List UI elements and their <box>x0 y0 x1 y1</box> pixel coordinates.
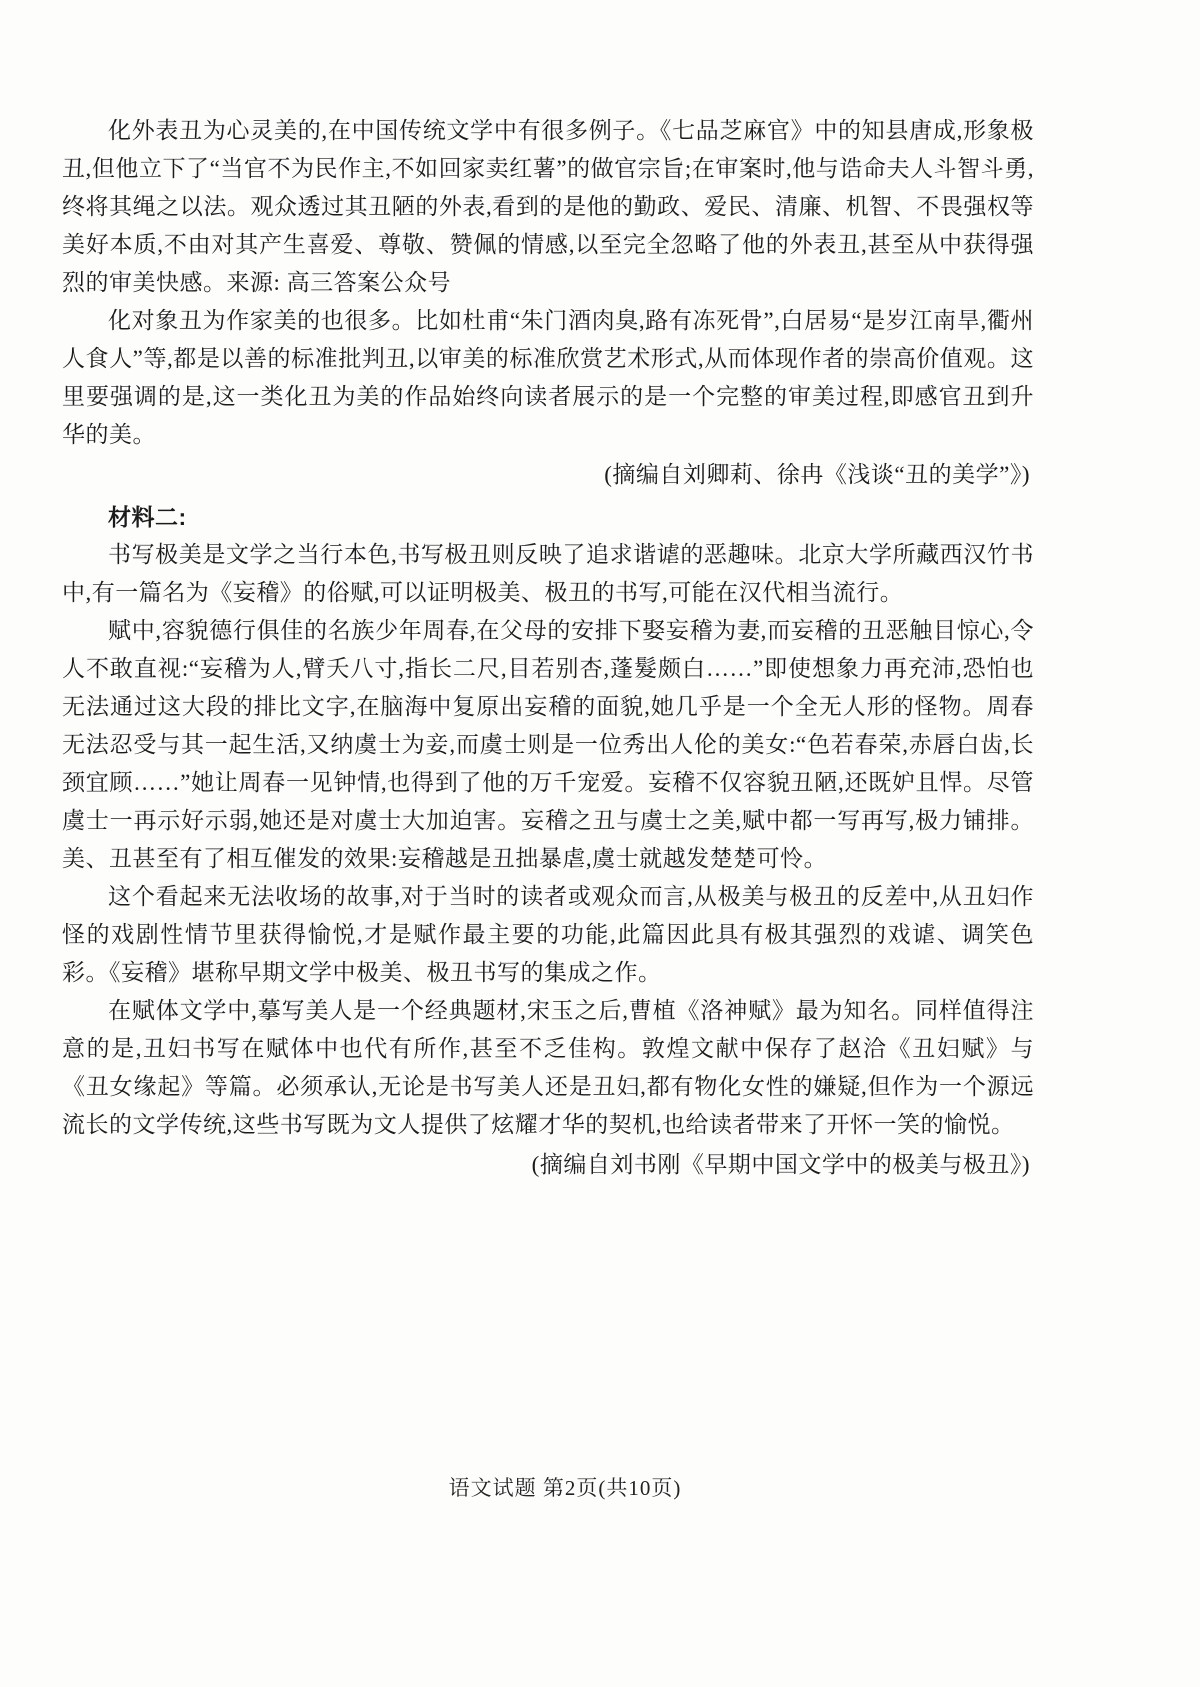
document-body <box>62 112 1034 1188</box>
paragraph-material2-tradition: 在赋体文学中,摹写美人是一个经典题材,宋玉之后,曹植《洛神赋》最为知名。同样值得注意的是,丑妇书写在赋体中也代有所作,甚至不乏佳构。敦煌文献中保存了赵洽《丑妇赋》与《丑女缘起》等篇。必须承认,无论是书写美人还是丑妇,都有物化女性的嫌疑,但作为一个源远流长的文学传统,这些书写既为文人提供了炫耀才华的契机,也给读者带来了开怀一笑的愉悦。 <box>62 998 1034 1137</box>
page-footer: 语文试题 第2页(共10页) <box>448 1476 682 1500</box>
attribution-material1: (摘编自刘卿莉、徐冉《浅谈“丑的美学”》) <box>604 462 1030 487</box>
paragraph-material1-example: 化外表丑为心灵美的,在中国传统文学中有很多例子。《七品芝麻官》中的知县唐成,形象极丑,但他立下了“当官不为民作主,不如回家卖红薯”的做官宗旨;在审案时,他与诰命夫人斗智斗勇,终将其绳之以法。观众透过其丑陋的外表,看到的是他的勤政、爱民、清廉、机智、不畏强权等美好本质,不由对其产生喜爱、尊敬、赞佩的情感,以至完全忽略了他的外表丑,甚至从中获得强烈的审美快感。来源: 高三答案公众号 <box>62 118 1034 295</box>
section-heading-material2: 材料二: <box>108 504 187 530</box>
paragraph-material1-conclusion: 化对象丑为作家美的也很多。比如杜甫“朱门酒肉臭,路有冻死骨”,白居易“是岁江南旱,衢州人食人”等,都是以善的标准批判丑,以审美的标准欣赏艺术形式,从而体现作者的崇高价值观。这里要强调的是,这一类化丑为美的作品始终向读者展示的是一个完整的审美过程,即感官丑到升华的美。 <box>62 308 1034 447</box>
paragraph-material2-intro: 书写极美是文学之当行本色,书写极丑则反映了追求谐谑的恶趣味。北京大学所藏西汉竹书中,有一篇名为《妄稽》的俗赋,可以证明极美、极丑的书写,可能在汉代相当流行。 <box>62 542 1034 605</box>
attribution-material2: (摘编自刘书刚《早期中国文学中的极美与极丑》) <box>531 1152 1030 1177</box>
paragraph-material2-function: 这个看起来无法收场的故事,对于当时的读者或观众而言,从极美与极丑的反差中,从丑妇作怪的戏剧性情节里获得愉悦,才是赋作最主要的功能,此篇因此具有极其强烈的戏谑、调笑色彩。《妄稽》堪称早期文学中极美、极丑书写的集成之作。 <box>62 884 1034 985</box>
paragraph-material2-story: 赋中,容貌德行俱佳的名族少年周春,在父母的安排下娶妄稽为妻,而妄稽的丑恶触目惊心,令人不敢直视:“妄稽为人,臂夭八寸,指长二尺,目若别杏,蓬髮颇白……”即使想象力再充沛,恐怕也无法通过这大段的排比文字,在脑海中复原出妄稽的面貌,她几乎是一个全无人形的怪物。周春无法忍受与其一起生活,又纳虞士为妾,而虞士则是一位秀出人伦的美女:“色若春荣,赤唇白齿,长颈宜顾……”她让周春一见钟情,也得到了他的万千宠爱。妄稽不仅容貌丑陋,还既妒且悍。尽管虞士一再示好示弱,她还是对虞士大加迫害。妄稽之丑与虞士之美,赋中都一写再写,极力铺排。美、丑甚至有了相互催发的效果:妄稽越是丑拙暴虐,虞士就越发楚楚可怜。 <box>62 618 1034 871</box>
